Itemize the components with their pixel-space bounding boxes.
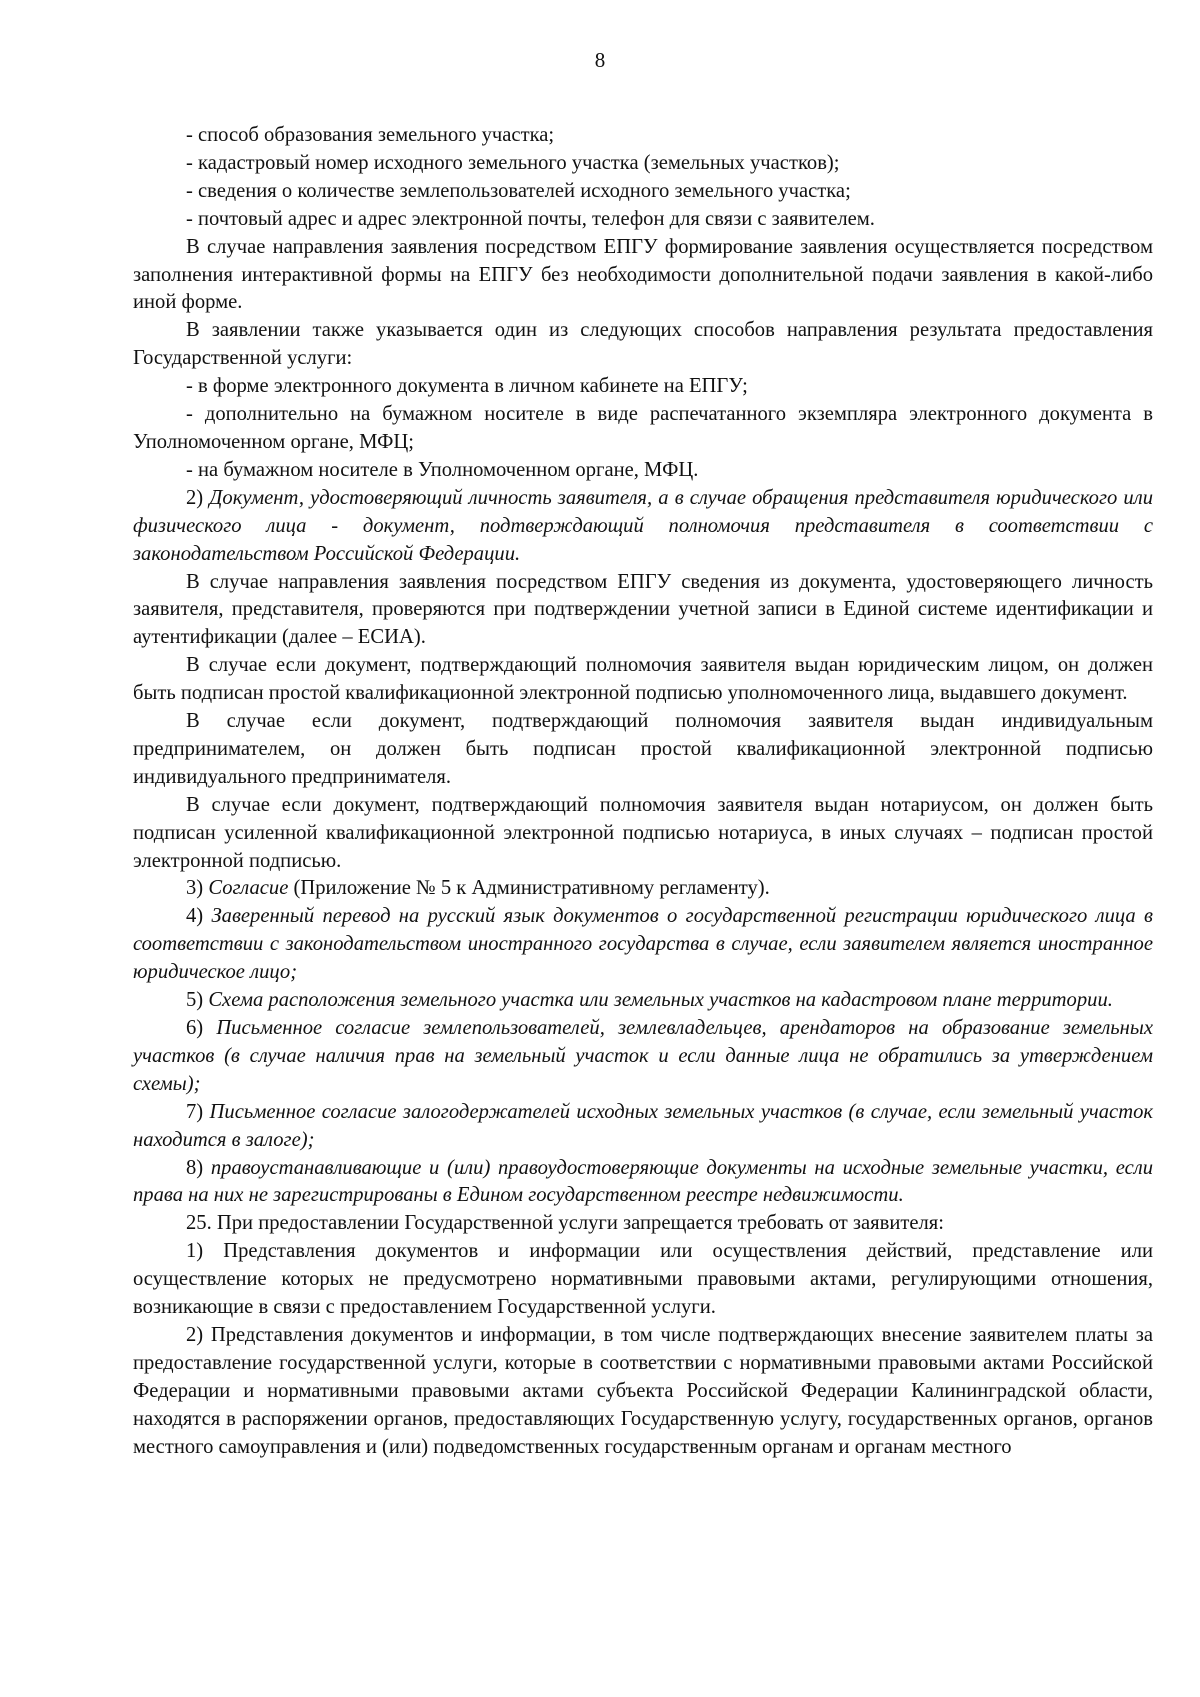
text-run: 2) — [186, 486, 210, 509]
paragraph-19 — [133, 1099, 1153, 1155]
text-run: 5) — [186, 989, 209, 1012]
paragraph-2 — [133, 150, 1153, 178]
paragraph-10 — [133, 485, 1153, 569]
paragraph-12 — [133, 652, 1153, 708]
paragraph-8 — [133, 401, 1153, 457]
text-run: 25. При предоставлении Государственной услуги запрещается требовать от заявителя: — [186, 1212, 944, 1235]
page-number: 8 — [594, 48, 606, 72]
text-run: 7) — [186, 1100, 210, 1123]
text-run: (Приложение № 5 к Административному регламенту). — [288, 877, 770, 900]
text-run: В случае если документ, подтверждающий полномочия заявителя выдан юридическим лицом, он должен быть подписан простой квалификационной электронной подписью уполномоченного лица, выдавшего документ. — [133, 654, 1153, 705]
paragraph-20 — [133, 1155, 1153, 1211]
paragraph-7 — [133, 373, 1153, 401]
text-run: 8) — [186, 1156, 211, 1179]
text-run: - почтовый адрес и адрес электронной почты, телефон для связи с заявителем. — [186, 207, 875, 230]
text-run: 1) Представления документов и информации или осуществления действий, представление или осуществление которых не предусмотрено нормативными правовыми актами, регулирующими отношения, возникающие в связи с предоставлением Государственной услуги. — [133, 1240, 1153, 1319]
text-run: - способ образования земельного участка; — [186, 124, 555, 146]
paragraph-5 — [133, 234, 1153, 318]
text-run: В случае если документ, подтверждающий полномочия заявителя выдан нотариусом, он должен быть подписан усиленной квалификационной электронной подписью нотариуса, в иных случаях – подписан простой электронной подписью. — [133, 793, 1153, 872]
italic-text: Заверенный перевод на русский язык документов о государственной регистрации юридического лица в соответствии с законодательством иностранного государства в случае, если заявителем является иностранное юридическое лицо; — [133, 905, 1153, 984]
paragraph-6 — [133, 317, 1153, 373]
paragraph-4 — [133, 206, 1153, 234]
text-run: В случае если документ, подтверждающий полномочия заявителя выдан индивидуальным предпринимателем, он должен быть подписан простой квалификационной электронной подписью индивидуального предпринимателя. — [133, 710, 1153, 788]
paragraph-11 — [133, 569, 1153, 653]
italic-text: Письменное согласие залогодержателей исходных земельных участков (в случае, если земельный участок находится в залоге); — [133, 1100, 1153, 1151]
text-run: - в форме электронного документа в личном кабинете на ЕПГУ; — [186, 375, 748, 398]
document-body — [133, 122, 1153, 1462]
text-run: 6) — [186, 1017, 217, 1039]
paragraph-21 — [133, 1210, 1153, 1238]
text-run: В случае направления заявления посредством ЕПГУ сведения из документа, удостоверяющего личность заявителя, представителя, проверяются при подтверждении учетной записи в Единой системе идентификации и аутентификации (далее – ЕСИА). — [133, 570, 1153, 649]
text-run: В заявлении также указывается один из следующих способов направления результата предоставления Государственной услуги: — [133, 319, 1153, 370]
text-run: В случае направления заявления посредством ЕПГУ формирование заявления осуществляется посредством заполнения интерактивной формы на ЕПГУ без необходимости дополнительной подачи заявления в какой-либо иной форме. — [133, 235, 1153, 314]
text-run: - кадастровый номер исходного земельного участка (земельных участков); — [186, 151, 840, 174]
text-run: - сведения о количестве землепользователей исходного земельного участка; — [186, 179, 851, 202]
paragraph-14 — [133, 792, 1153, 876]
italic-text: Письменное согласие землепользователей, землевладельцев, арендаторов на образование земельных участков (в случае наличия прав на земельный участок и если данные лица не обратились за утверждением схемы); — [133, 1017, 1153, 1095]
text-run: 3) — [186, 877, 209, 900]
text-run: 4) — [186, 905, 212, 928]
paragraph-23 — [133, 1322, 1153, 1462]
text-run: - на бумажном носителе в Уполномоченном органе, МФЦ. — [186, 458, 699, 481]
text-run: - дополнительно на бумажном носителе в виде распечатанного экземпляра электронного документа в Уполномоченном органе, МФЦ; — [133, 403, 1153, 453]
paragraph-3 — [133, 178, 1153, 206]
paragraph-1 — [133, 122, 1153, 150]
paragraph-18 — [133, 1015, 1153, 1099]
paragraph-13 — [133, 708, 1153, 792]
italic-text: Схема расположения земельного участка или земельных участков на кадастровом плане территории. — [208, 989, 1113, 1012]
text-run: 2) Представления документов и информации, в том числе подтверждающих внесение заявителем платы за предоставление государственной услуги, которые в соответствии с нормативными правовыми актами Российской Федерации и нормативными правовыми актами субъекта Российской Федерации Калининградской области, находятся в распоряжении органов, предоставляющих Государственную услугу, государственных органов, органов местного самоуправления и (или) подведомственных государственным органам и органам местного — [133, 1323, 1153, 1458]
paragraph-15 — [133, 875, 1153, 903]
paragraph-22 — [133, 1238, 1153, 1322]
italic-text: Согласие — [208, 877, 289, 900]
italic-text: правоустанавливающие и (или) правоудостоверяющие документы на исходные земельные участки, если права на них не зарегистрированы в Едином государственном реестре недвижимости. — [133, 1156, 1153, 1207]
paragraph-17 — [133, 987, 1153, 1015]
paragraph-16 — [133, 903, 1153, 987]
paragraph-9 — [133, 457, 1153, 485]
italic-text: Документ, удостоверяющий личность заявителя, а в случае обращения представителя юридического или физического лица - документ, подтверждающий полномочия представителя в соответствии с законодательством Российской Федерации. — [133, 486, 1153, 565]
